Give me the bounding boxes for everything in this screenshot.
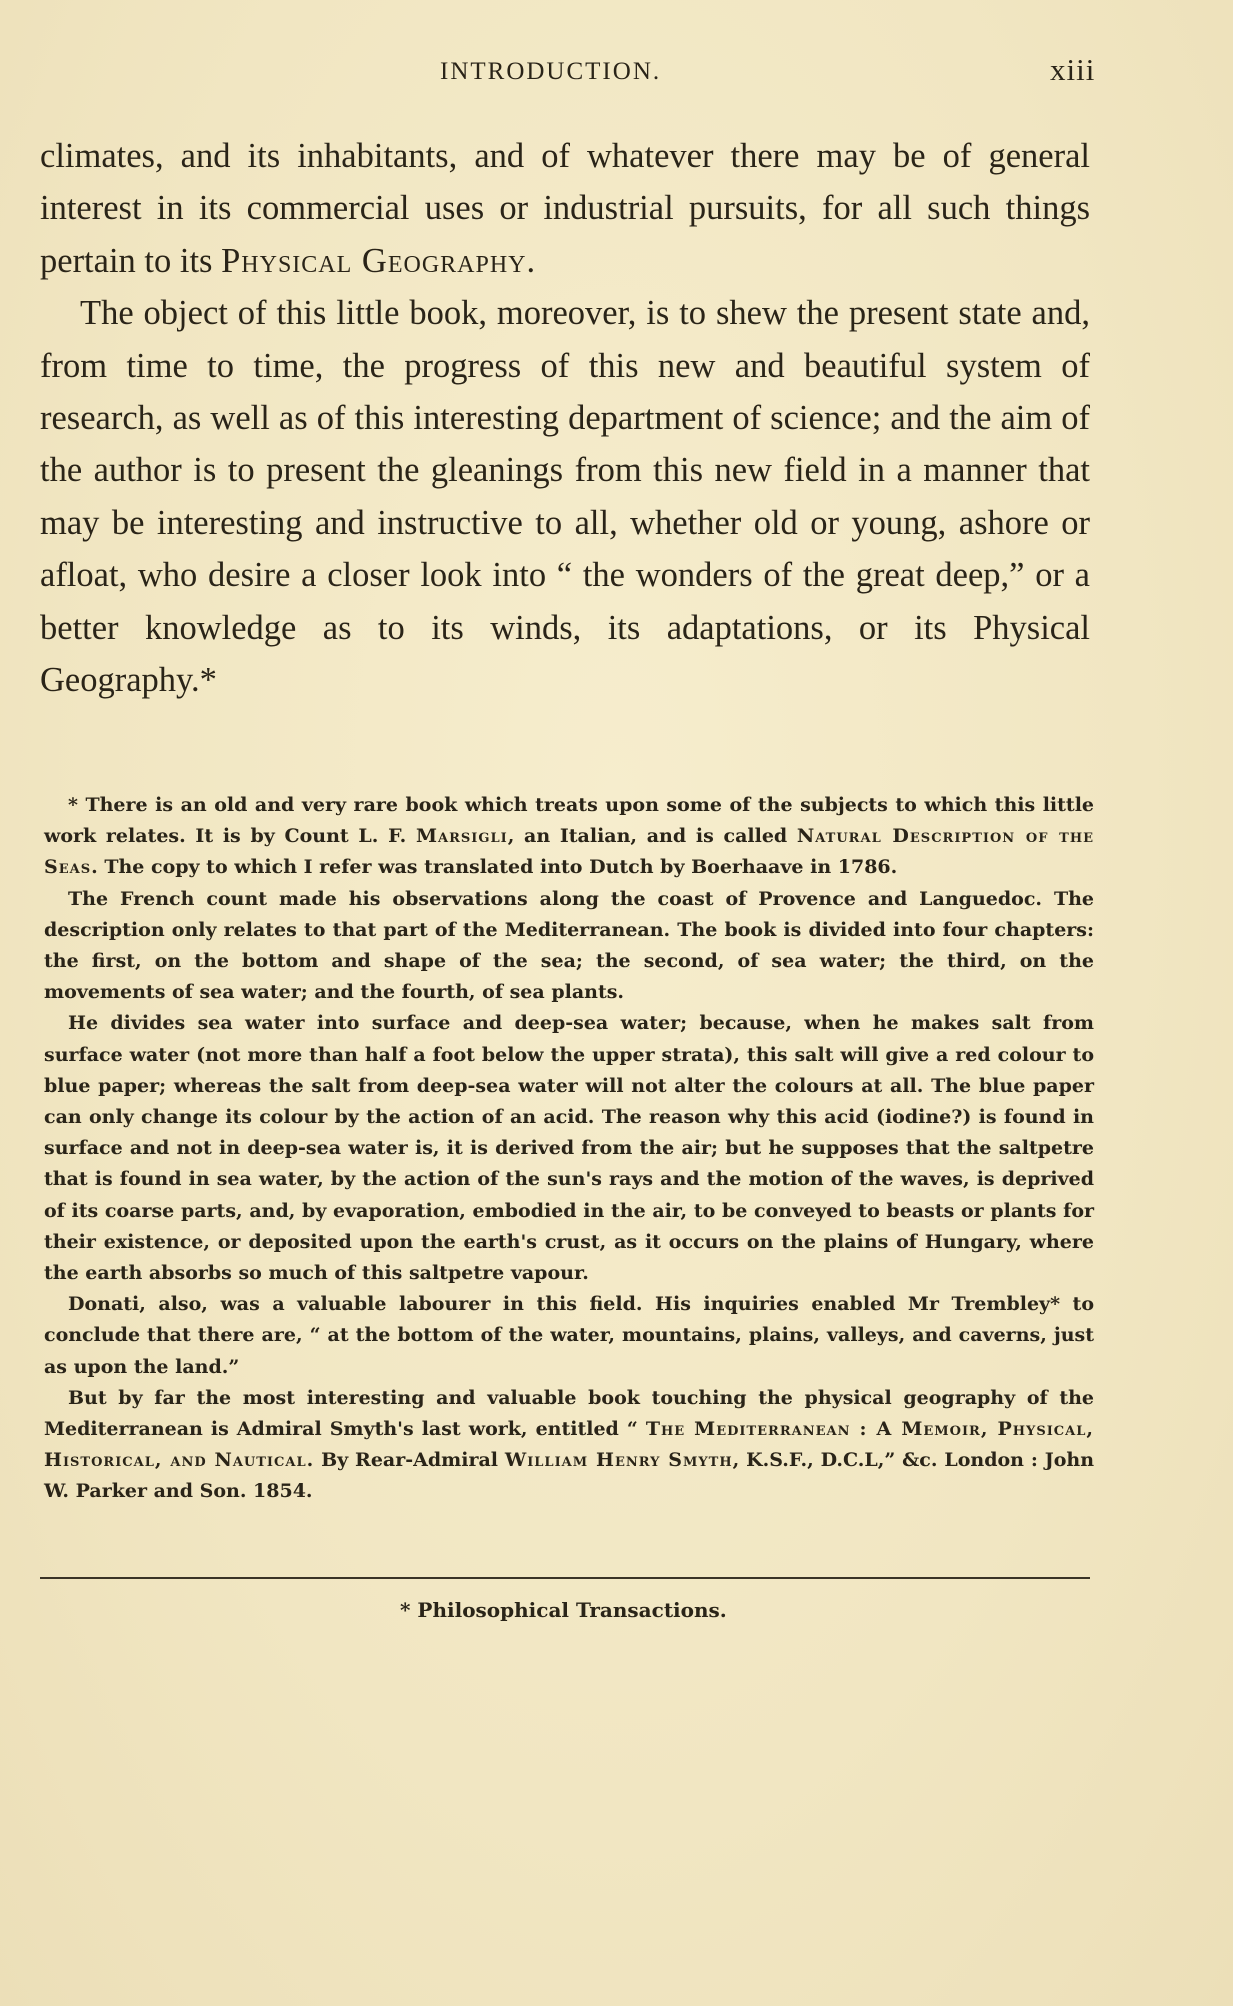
footnote-paragraph-4: Donati, also, was a valuable labourer in this field. His inquiries enabled Mr Trembley* to conclude that there are, “ at the bottom of the water, mountains, plains, valleys, and caverns, just as upon the land.” [44, 1293, 1094, 1378]
footnote-1-text-c: . The copy to which I refer was translated into Dutch by Boerhaave in 1786. [91, 856, 898, 879]
sub-footnote: * Philosophical Transactions. [400, 1598, 727, 1622]
page-header [40, 52, 1096, 98]
footnote-1-text-a: * There is an old and very rare book which treats upon some of the subjects to which this little work relates. It is by Count L. F. [44, 794, 1094, 848]
book-title-smallcaps: Natural Description of the Seas [44, 825, 1095, 879]
footnote-rule [40, 1577, 1090, 1579]
footnote-5-text-b: By Rear-Admiral [314, 1449, 505, 1472]
footnote-paragraph-3: He divides sea water into surface and deep-sea water; because, when he makes salt from surface water (not more than half a foot below the upper strata), this salt will give a red colour to blue paper; whereas the salt from deep-sea water will not alter the colours at all. The blue paper can only change its colour by the action of an acid. The reason why this acid (iodine?) is found in surface and not in deep-sea water is, it is derived from the air; but he supposes that the saltpetre that is found in sea water, by the action of the sun's rays and the motion of the waves, is deprived of its coarse parts, and, by evaporation, embodied in the air, to be conveyed to beasts or plants for their existence, or deposited upon the earth's crust, as it occurs on the plains of Hungary, where the earth absorbs so much of this saltpetre vapour. [44, 1012, 1094, 1285]
footnote-5-text-a: But by far the most interesting and valuable book touching the physical geography of the Mediterranean is Admiral Smyth's last work, entitled “ [44, 1386, 1094, 1441]
footnote-paragraph-1 [44, 790, 1094, 884]
footnote-1-text-b: , an Italian, and is called [507, 825, 797, 848]
page-number: xiii [1050, 52, 1096, 87]
footnote-paragraph-5 [44, 1383, 1094, 1508]
paragraph-2: The object of this little book, moreover, is to shew the present state and, from time to time, the progress of this new and beautiful system of research, as well as of this interesting department of science; and the aim of the author is to present the gleanings from this new field in a manner that may be interesting and instructive to all, whether old or young, ashore or afloat, who desire a closer look into “ the wonders of the great deep,” or a better knowledge as to its winds, its adaptations, or its Physical Geography.* [40, 294, 1090, 700]
marsigli-smallcaps: Marsigli [416, 825, 508, 848]
footnote-block [44, 790, 1094, 1508]
main-text [40, 130, 1090, 706]
mediterranean-title-smallcaps: The Mediterranean : A Memoir, Physical, Historical, and Nautical. [44, 1418, 1094, 1472]
running-head: INTRODUCTION. [440, 58, 662, 85]
footnote-paragraph-2: The French count made his observations along the coast of Provence and Languedoc. The description only relates to that part of the Mediterranean. The book is divided into four chapters: the first, on the bottom and shape of the sea; the second, of sea water; the third, on the movements of sea water; and the fourth, of sea plants. [44, 887, 1094, 1004]
smyth-name-smallcaps: William Henry Smyth [504, 1449, 733, 1472]
paragraph-1 [40, 130, 1090, 287]
physical-geography-smallcaps: Physical Geography. [221, 241, 537, 280]
paragraph-1-text: climates, and its inhabitants, and of whatever there may be of general interest in its commercial uses or industrial pursuits, for all such things pertain to its [40, 137, 1090, 280]
footnote-5-text-c: , K.S.F., D.C.L,” &c. London : John W. Parker and Son. 1854. [44, 1449, 1095, 1503]
